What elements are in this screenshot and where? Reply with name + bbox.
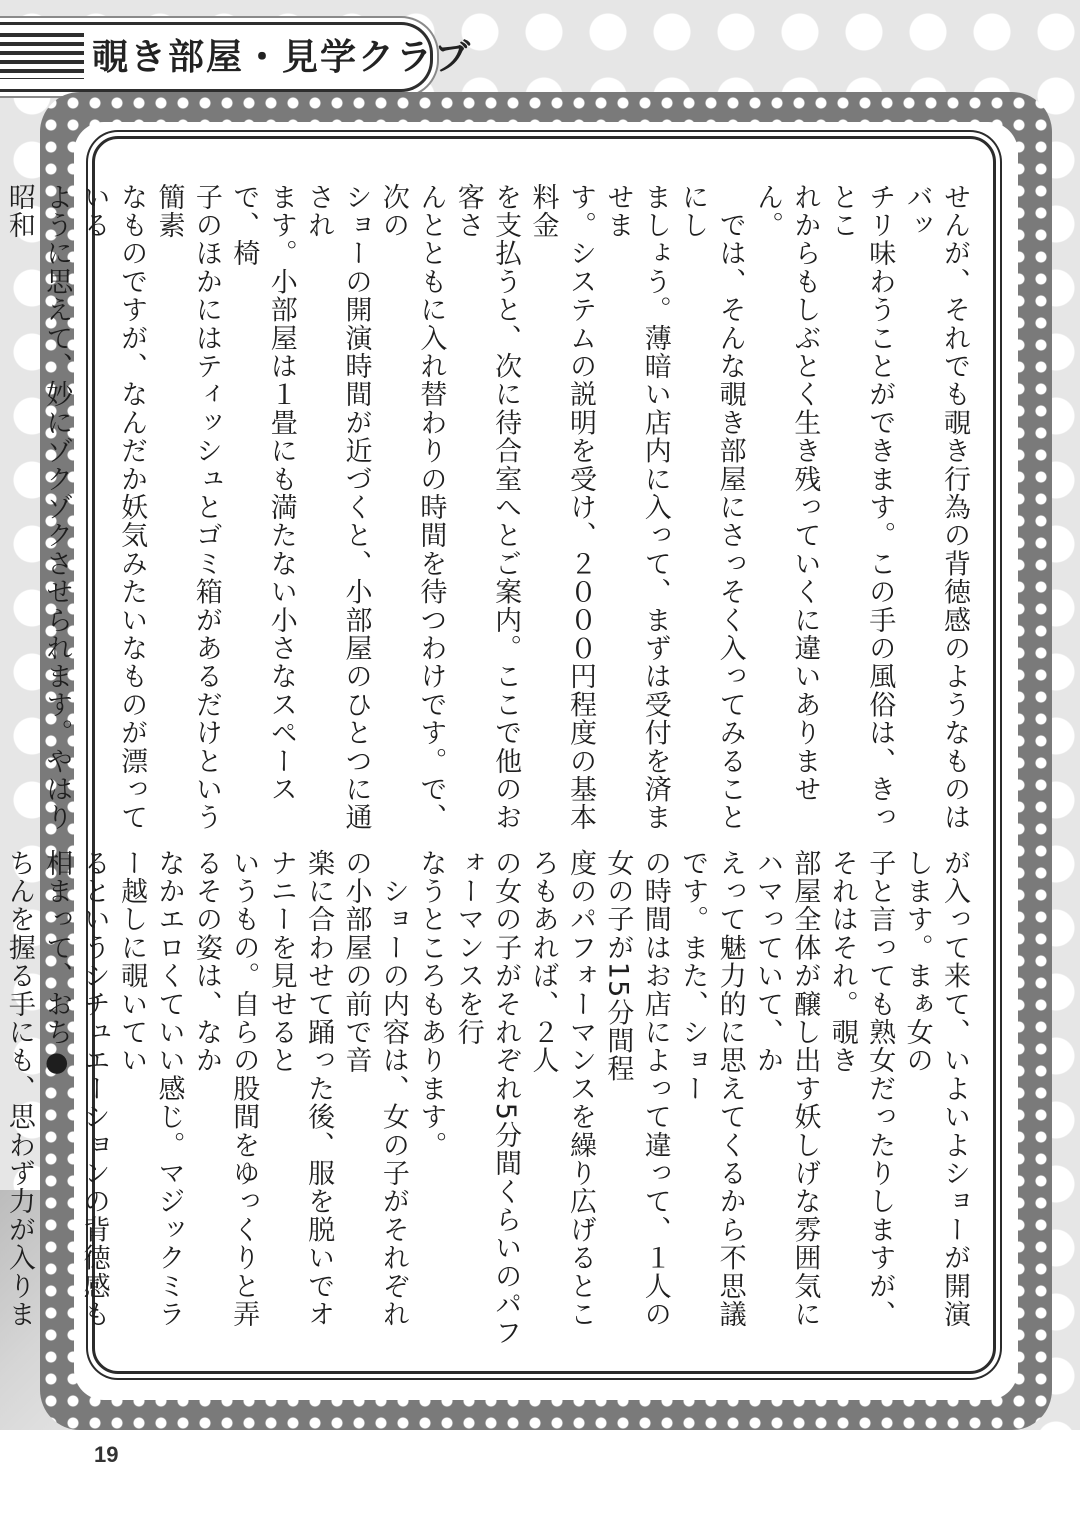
page-number: 19	[94, 1442, 119, 1467]
article-panel	[3, 136, 996, 1374]
article-lower-text: が入って来て、いよいよショーが開演します。まぁ女の 子と言っても熟女だったりしますが、それはそれ。覗き 部屋全体が醸し出す妖しげな雰囲気にハマっていて、か えって魅力的に思えてくるから不思議です。また、ショー の時間はお店によって違って、１人の女の子が15分間程 度のパフォーマンスを繰り広げるところもあれば、２人 の女の子がそれぞれ5分間くらいのパフォーマンスを行 なうところもあります。 ショーの内容は、女の子がそれぞれの小部屋の前で音 楽に合わせて踊った後、服を脱いでオナニーを見せると いうもの。自らの股間をゆっくりと弄るその姿は、なか なかエロくていい感じ。マジックミラー越しに覗いてい るというシチュエーションの背徳感も相まって、おち● ちんを握る手にも、思わず力が入りま	[3, 849, 970, 1347]
section-title: 覗き部屋・見学クラブ	[92, 36, 473, 78]
header-stripes	[0, 33, 84, 79]
article-upper-text: せんが、それでも覗き行為の背徳感のようなものはバッ チリ味わうことができます。この手の風俗は、きっとこ れからもしぶとく生き残っていくに違いありません。 では、そんな覗き部屋にさっそく入ってみることにし ましょう。薄暗い店内に入って、まずは受付を済ませま す。システムの説明を受け、２０００円程度の基本料金 を支払うと、次に待合室へとご案内。ここで他のお客さ んとともに入れ替わりの時間を待つわけです。で、次の ショーの開演時間が近づくと、小部屋のひとつに通され ます。小部屋は１畳にも満たない小さなスペースで、椅 子のほかにはティッシュとゴミ箱があるだけという簡素 なものですが、なんだか妖気みたいなものが漂っている ように思えて、妙にゾクゾクさせられます。やはり昭和	[3, 183, 970, 832]
bottom-margin	[0, 1430, 1080, 1532]
section-header	[0, 22, 473, 92]
